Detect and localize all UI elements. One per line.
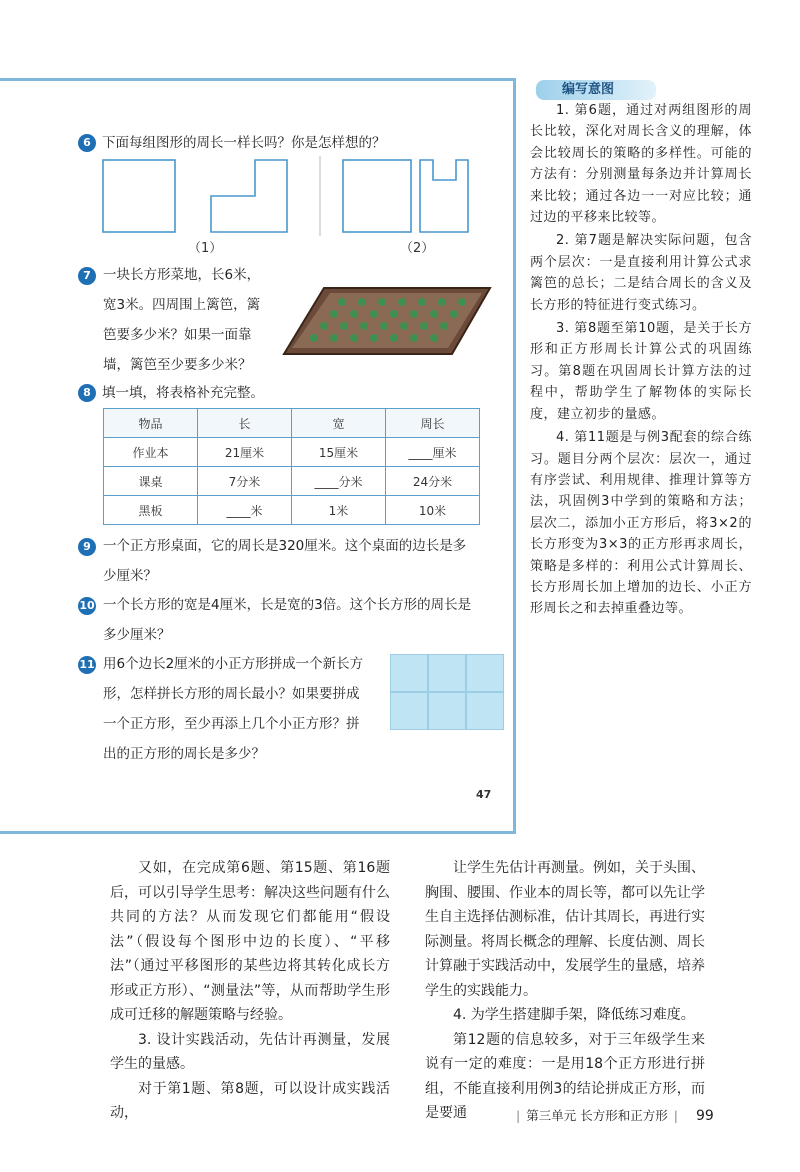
sidebar-notes [530, 100, 752, 622]
text-line: 形，怎样拼长方形的周长最小？如果要拼成 [103, 686, 360, 702]
text-line: 少厘米？ [103, 568, 157, 584]
body-paragraph: 第12题的信息较多，对于三年级学生来说有一定的难度：一是用18个正方形进行拼组，不能直接利用例3的结论拼成正方形，而是要通 [425, 1031, 705, 1121]
question-9 [103, 531, 466, 591]
page-footer [510, 1106, 714, 1124]
question-number: 8 [78, 384, 96, 402]
question-6 [78, 128, 386, 158]
body-paragraph: 又如，在完成第6题、第15题、第16题后，可以引导学生思考：解决这些问题有什么共同的方法？从而发现它们都能用“假设法”（假设每个图形中边的长度）、“平移法”（通过平移图形的某些边将其转化成长方形或正方形）、“测量法”等，从而帮助学生形成可迁移的解题策略与经验。 [110, 860, 390, 1023]
table-cell: 作业本 [104, 438, 198, 467]
small-square [466, 654, 504, 692]
body-right-column [425, 856, 705, 1126]
vegetable-garden-illustration [282, 284, 494, 360]
table-header-row [104, 409, 480, 438]
q6-figures [100, 156, 500, 236]
question-number: 9 [78, 538, 96, 556]
table-cell: 24分米 [386, 467, 480, 496]
sidebar-paragraph: 3. 第8题至第10题，是关于长方形和正方形周长计算公式的巩固练习。第8题在巩固周长计算方法的过程中，帮助学生了解物体的实际长度，建立初步的量感。 [530, 321, 752, 422]
table-cell: ____米 [198, 496, 292, 525]
body-left-column [110, 856, 390, 1126]
table-cell: 长 [198, 409, 292, 438]
question-text: 填一填，将表格补充完整。 [102, 385, 264, 401]
table-cell: 黑板 [104, 496, 198, 525]
text-line: 一个长方形的宽是4厘米，长是宽的3倍。这个长方形的周长是 [103, 597, 472, 613]
table-cell: 10米 [386, 496, 480, 525]
question-8 [78, 378, 264, 408]
text-line: 用6个边长2厘米的小正方形拼成一个新长方 [103, 656, 364, 672]
table-cell: 课桌 [104, 467, 198, 496]
question-10 [103, 590, 471, 650]
figure-label-2: （2） [400, 241, 435, 256]
table-cell: ____分米 [292, 467, 386, 496]
text-line: 宽3米。四周围上篱笆，篱 [103, 297, 261, 313]
text-line: 笆要多少米？如果一面靠 [103, 327, 252, 343]
table-cell: 21厘米 [198, 438, 292, 467]
question-number: 7 [78, 267, 96, 285]
small-square [466, 692, 504, 730]
small-square [390, 692, 428, 730]
sidebar-paragraph: 4. 第11题是与例3配套的综合练习。题目分两个层次：层次一，通过有序尝试、利用规律、推理计算等方法，巩固例3中学到的策略和方法；层次二，添加小正方形后，将3×2的长方形变为3×3的正方形再求周长，策略是多样的：利用公式计算周长、长方形周长加上增加的边长、小正方形周长之和去掉重叠边等。 [530, 430, 752, 617]
body-paragraph: 3. 设计实践活动，先估计再测量，发展学生的量感。 [110, 1031, 390, 1072]
table-cell: 7分米 [198, 467, 292, 496]
table-cell: 周长 [386, 409, 480, 438]
sidebar-tag: 编写意图 [536, 80, 656, 100]
table-cell: 物品 [104, 409, 198, 438]
question-text: 下面每组图形的周长一样长吗？你是怎样想的？ [102, 135, 386, 151]
footer-unit: 第三单元 [526, 1108, 577, 1123]
body-paragraph: 让学生先估计再测量。例如，关于头围、胸围、腰围、作业本的周长等，都可以先让学生自主选择估测标准，估计其周长，再进行实际测量。将周长概念的理解、长度估测、周长计算融于实践活动中，发展学生的量感，培养学生的实践能力。 [425, 860, 705, 999]
square-figure [103, 160, 175, 232]
table-row [104, 496, 480, 525]
question-11 [103, 649, 363, 769]
footer-divider: | [516, 1108, 521, 1123]
footer-title: 长方形和正方形 [580, 1108, 668, 1123]
table-cell: ____厘米 [386, 438, 480, 467]
small-square [428, 654, 466, 692]
question-7 [103, 260, 260, 380]
question-number: 11 [78, 656, 96, 674]
square-figure-2 [343, 160, 411, 232]
stepped-figure [211, 160, 287, 232]
text-line: 墙，篱笆至少要多少米？ [103, 357, 252, 373]
figure-label-1: （1） [188, 241, 223, 256]
table-row [104, 467, 480, 496]
question-number: 10 [78, 597, 96, 615]
fill-in-table [103, 408, 480, 525]
small-square [390, 654, 428, 692]
inner-page-number: 47 [476, 788, 492, 801]
table-cell: 1米 [292, 496, 386, 525]
small-square [428, 692, 466, 730]
sidebar-paragraph: 1. 第6题，通过对两组图形的周长比较，深化对周长含义的理解，体会比较周长的策略的多样性。可能的方法有：分别测量每条边并计算周长来比较；通过各边一一对应比较；通过边的平移来比较等。 [530, 103, 752, 226]
text-line: 一个正方形桌面，它的周长是320厘米。这个桌面的边长是多 [103, 538, 467, 554]
table-cell: 宽 [292, 409, 386, 438]
footer-divider: | [673, 1108, 678, 1123]
question-number: 6 [78, 134, 96, 152]
body-paragraph: 4. 为学生搭建脚手架，降低练习难度。 [453, 1007, 695, 1023]
text-line: 多少厘米？ [103, 627, 171, 643]
table-row [104, 438, 480, 467]
text-line: 出的正方形的周长是多少？ [103, 746, 265, 762]
page-number: 99 [695, 1108, 714, 1124]
sidebar-paragraph: 2. 第7题是解决实际问题，包含两个层次：一是直接利用计算公式求篱笆的总长；二是结合周长的含义及长方形的特征进行变式练习。 [530, 233, 752, 313]
body-paragraph: 对于第1题、第8题，可以设计成实践活动， [110, 1080, 390, 1121]
text-line: 一块长方形菜地，长6米， [103, 267, 261, 283]
table-cell: 15厘米 [292, 438, 386, 467]
text-line: 一个正方形，至少再添上几个小正方形？拼 [103, 716, 360, 732]
notched-figure [420, 160, 468, 232]
